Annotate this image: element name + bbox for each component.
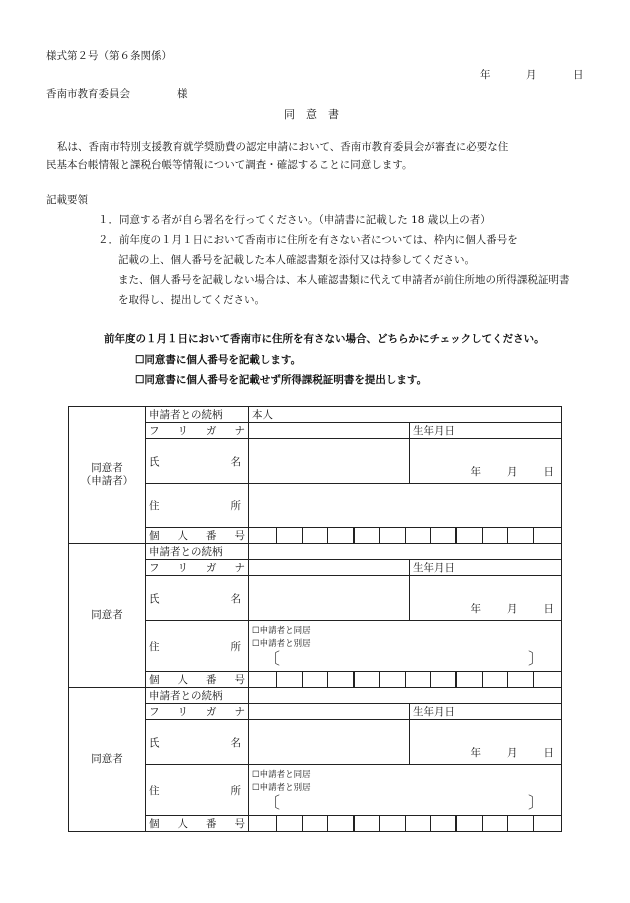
furigana-field[interactable]: [249, 423, 410, 439]
my-number-label: 個 人 番 号: [146, 528, 249, 544]
separate-address-bracket[interactable]: 〔 〕: [264, 793, 544, 812]
checkbox-separate-residence[interactable]: ☐申請者と別居: [252, 783, 311, 793]
instruction-item: 記載の上、個人番号を記載した本人確認書類を添付又は持参してください。: [118, 254, 475, 266]
name-label: 氏 名: [146, 720, 249, 765]
my-number-field[interactable]: [249, 672, 562, 688]
honorific: 様: [177, 88, 188, 100]
relation-field[interactable]: 本人: [249, 407, 562, 423]
birthdate-label: 生年月日: [410, 704, 562, 720]
address-label: 住 所: [146, 484, 249, 528]
address-label: 住 所: [146, 621, 249, 672]
my-number-label: 個 人 番 号: [146, 816, 249, 832]
name-field[interactable]: [249, 439, 410, 484]
instruction-item: また、個人番号を記載しない場合は、本人確認書類に代えて申請者が前住所地の所得課税証明書: [118, 274, 570, 286]
furigana-field[interactable]: [249, 560, 410, 576]
my-number-field[interactable]: [249, 816, 562, 832]
separate-address-bracket[interactable]: 〔 〕: [264, 649, 544, 668]
checkbox-same-residence[interactable]: ☐申請者と同居: [252, 770, 311, 780]
my-number-label: 個 人 番 号: [146, 672, 249, 688]
furigana-label: フ リ ガ ナ: [146, 560, 249, 576]
address-field[interactable]: [249, 484, 562, 528]
furigana-label: フ リ ガ ナ: [146, 423, 249, 439]
relation-label: 申請者との続柄: [146, 688, 249, 704]
notice-heading: 前年度の１月１日において香南市に住所を有さない場合、どちらかにチェックしてください。: [104, 333, 545, 345]
furigana-field[interactable]: [249, 704, 410, 720]
date-day-label: 日: [573, 69, 584, 81]
body-text-line-1: 私は、香南市特別支援教育就学奨励費の認定申請において、香南市教育委員会が審査に必要な住: [57, 141, 509, 153]
name-field[interactable]: [249, 720, 410, 765]
address-field[interactable]: [249, 621, 562, 672]
name-label: 氏 名: [146, 576, 249, 621]
furigana-label: フ リ ガ ナ: [146, 704, 249, 720]
my-number-field[interactable]: [249, 528, 562, 544]
relation-label: 申請者との続柄: [146, 544, 249, 560]
date-month-label: 月: [526, 69, 537, 81]
checkbox-same-residence[interactable]: ☐申請者と同居: [252, 626, 311, 636]
birthdate-field[interactable]: 年 月 日: [410, 720, 562, 765]
instructions-heading: 記載要領: [46, 194, 88, 206]
relation-field[interactable]: [249, 688, 562, 704]
relation-label: 申請者との続柄: [146, 407, 249, 423]
instruction-item: ２．前年度の１月１日において香南市に住所を有さない者については、枠内に個人番号を: [98, 234, 518, 246]
checkbox-tax-certificate[interactable]: ☐同意書に個人番号を記載せず所得課税証明書を提出します。: [135, 374, 428, 386]
name-field[interactable]: [249, 576, 410, 621]
address-field[interactable]: [249, 765, 562, 816]
page-title: 同 意 書: [284, 108, 339, 121]
birthdate-field[interactable]: 年 月 日: [410, 576, 562, 621]
form-number: 様式第２号（第６条関係）: [46, 50, 172, 62]
birthdate-field[interactable]: 年 月 日: [410, 439, 562, 484]
addressee: 香南市教育委員会: [46, 88, 130, 100]
date-year-label: 年: [480, 69, 491, 81]
checkbox-separate-residence[interactable]: ☐申請者と別居: [252, 639, 311, 649]
consenter-group-1: 同意者 （申請者）: [69, 407, 146, 544]
instruction-item: を取得し、提出してください。: [118, 294, 265, 306]
address-label: 住 所: [146, 765, 249, 816]
relation-field[interactable]: [249, 544, 562, 560]
consenter-group-2: 同意者: [69, 544, 146, 688]
consent-table: [68, 406, 562, 832]
checkbox-my-number[interactable]: ☐同意書に個人番号を記載します。: [135, 354, 302, 366]
instruction-item: １．同意する者が自ら署名を行ってください。（申請書に記載した 18 歳以上の者）: [98, 214, 491, 226]
birthdate-label: 生年月日: [410, 560, 562, 576]
birthdate-label: 生年月日: [410, 423, 562, 439]
body-text-line-2: 民基本台帳情報と課税台帳等情報について調査・確認することに同意します。: [46, 159, 413, 171]
consenter-group-3: 同意者: [69, 688, 146, 832]
name-label: 氏 名: [146, 439, 249, 484]
